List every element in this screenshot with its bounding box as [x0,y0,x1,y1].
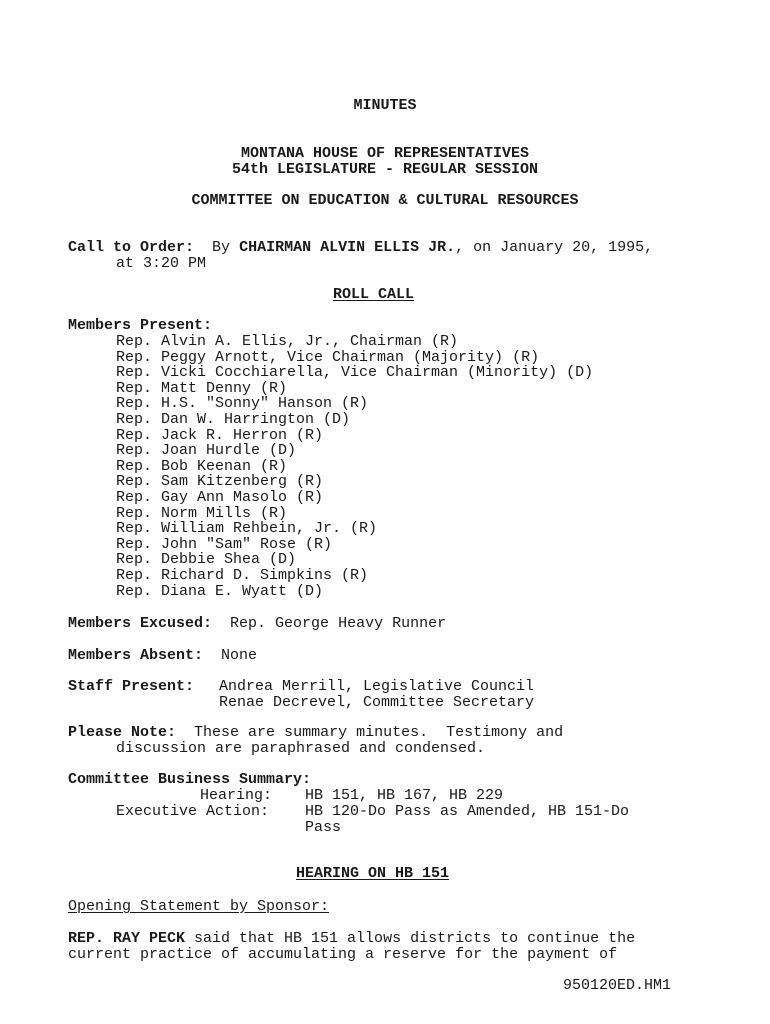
session-title: 54th LEGISLATURE - REGULAR SESSION [231,161,539,178]
call-to-order-by: By [212,239,231,256]
member-item: Rep. Vicki Cocchiarella, Vice Chairman (Minority) (D) [116,364,594,382]
members-excused-value: Rep. George Heavy Runner [230,615,447,632]
business-summary-label: Committee Business Summary: [68,771,312,788]
member-item: Rep. Joan Hurdle (D) [116,442,297,460]
member-item: Rep. Alvin A. Ellis, Jr., Chairman (R) [116,333,459,350]
staff-member: Renae Decrevel, Committee Secretary [219,694,535,711]
member-item: Rep. Debbie Shea (D) [116,551,297,569]
members-absent-label: Members Absent: [68,647,204,664]
document-title: MINUTES [353,97,417,114]
members-excused [68,616,446,632]
call-to-order-label: Call to Order: [68,239,195,256]
sponsor-name: REP. RAY PECK [68,930,186,947]
hearing-value: HB 151, HB 167, HB 229 [305,787,504,804]
member-item: Rep. Bob Keenan (R) [116,457,288,475]
house-title: MONTANA HOUSE OF REPRESENTATIVES [240,145,530,162]
member-item: Rep. Dan W. Harrington (D) [116,411,351,428]
member-item: Rep. William Rehbein, Jr. (R) [116,520,378,538]
member-item: Rep. Sam Kitzenberg (R) [116,473,324,491]
member-item: Rep. Diana E. Wyatt (D) [116,582,324,600]
staff-present-label: Staff Present: [68,678,195,695]
members-excused-label: Members Excused: [68,615,213,632]
committee-title: COMMITTEE ON EDUCATION & CULTURAL RESOURCES [191,192,579,209]
call-to-order-date: , on January 20, 1995, [455,239,654,256]
member-item: Rep. Matt Denny (R) [116,379,288,397]
members-absent-value: None [221,647,258,664]
member-item: Rep. Richard D. Simpkins (R) [116,567,369,584]
opening-statement-text [68,931,635,947]
staff-member: Andrea Merrill, Legislative Council [219,678,535,695]
member-item: Rep. John "Sam" Rose (R) [116,535,333,553]
members-present-label: Members Present: [68,317,213,334]
call-to-order-time: at 3:20 PM [116,255,207,272]
please-note-text: These are summary minutes. Testimony and [194,724,564,741]
roll-call-heading: ROLL CALL [333,286,415,303]
executive-action-value: HB 120-Do Pass as Amended, HB 151-Do [305,803,630,820]
opening-statement-line-2: current practice of accumulating a reserve for the payment of [68,946,618,963]
opening-statement-line-1: said that HB 151 allows districts to continue the [185,930,636,947]
executive-action-value-2: Pass [305,819,342,836]
hearing-heading: HEARING ON HB 151 [296,865,450,882]
members-absent [68,648,257,664]
executive-action-label: Executive Action: [116,803,270,820]
member-item: Rep. Gay Ann Masolo (R) [116,489,324,506]
document-id: 950120ED.HM1 [563,977,672,994]
hearing-label: Hearing: [200,787,273,804]
member-item: Rep. Norm Mills (R) [116,504,288,522]
member-item: Rep. Jack R. Herron (R) [116,426,324,444]
member-item: Rep. H.S. "Sonny" Hanson (R) [116,395,369,413]
member-item: Rep. Peggy Arnott, Vice Chairman (Majority) (R) [116,348,540,366]
please-note-text-2: discussion are paraphrased and condensed. [116,740,486,757]
chairman-name: CHAIRMAN ALVIN ELLIS JR. [239,239,456,256]
call-to-order [68,240,653,256]
please-note [68,725,563,741]
opening-statement-label: Opening Statement by Sponsor: [68,898,330,915]
please-note-label: Please Note: [68,724,177,741]
